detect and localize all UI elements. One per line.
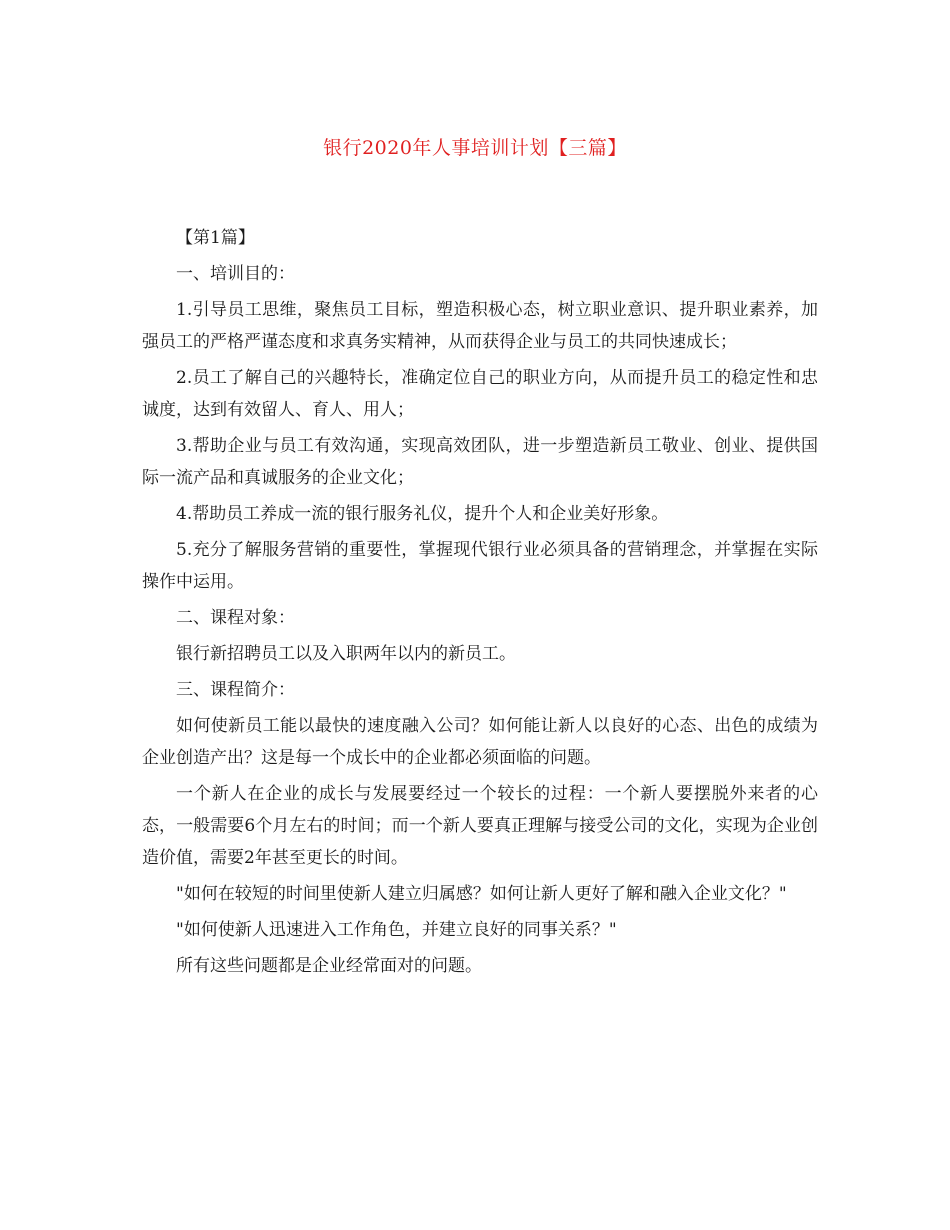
- intro-paragraph-3: 所有这些问题都是企业经常面对的问题。: [176, 956, 482, 976]
- heading-course-audience: 二、课程对象：: [176, 608, 295, 628]
- goal-item-3: 3.帮助企业与员工有效沟通，实现高效团队，进一步塑造新员工敬业、创业、提供国际一流产品和真诚服务的企业文化；: [142, 436, 818, 488]
- goal-item-1: 1.引导员工思维，聚焦员工目标，塑造积极心态，树立职业意识、提升职业素养，加强员工的严格严谨态度和求真务实精神，从而获得企业与员工的共同快速成长；: [142, 300, 818, 352]
- heading-training-goals: 一、培训目的：: [176, 264, 295, 284]
- document-body: [142, 222, 818, 986]
- goal-item-5: 5.充分了解服务营销的重要性，掌握现代银行业必须具备的营销理念，并掌握在实际操作中运用。: [142, 540, 818, 592]
- course-audience-text: 银行新招聘员工以及入职两年以内的新员工。: [176, 644, 516, 664]
- document-title: 银行2020年人事培训计划【三篇】: [323, 137, 627, 159]
- intro-quote-1: "如何在较短的时间里使新人建立归属感？如何让新人更好了解和融入企业文化？": [176, 884, 787, 904]
- intro-paragraph-2: 一个新人在企业的成长与发展要经过一个较长的过程：一个新人要摆脱外来者的心态，一般需要6个月左右的时间；而一个新人要真正理解与接受公司的文化，实现为企业创造价值，需要2年甚至更长的时间。: [142, 784, 818, 868]
- intro-quote-2: "如何使新人迅速进入工作角色，并建立良好的同事关系？": [176, 920, 617, 940]
- heading-course-intro: 三、课程简介：: [176, 680, 295, 700]
- goal-item-4: 4.帮助员工养成一流的银行服务礼仪，提升个人和企业美好形象。: [176, 504, 669, 524]
- goal-item-2: 2.员工了解自己的兴趣特长，准确定位自己的职业方向，从而提升员工的稳定性和忠诚度，达到有效留人、育人、用人；: [142, 368, 818, 420]
- section-heading-part-1: 【第1篇】: [176, 228, 255, 248]
- intro-paragraph-1: 如何使新员工能以最快的速度融入公司？如何能让新人以良好的心态、出色的成绩为企业创造产出？这是每一个成长中的企业都必须面临的问题。: [142, 716, 818, 768]
